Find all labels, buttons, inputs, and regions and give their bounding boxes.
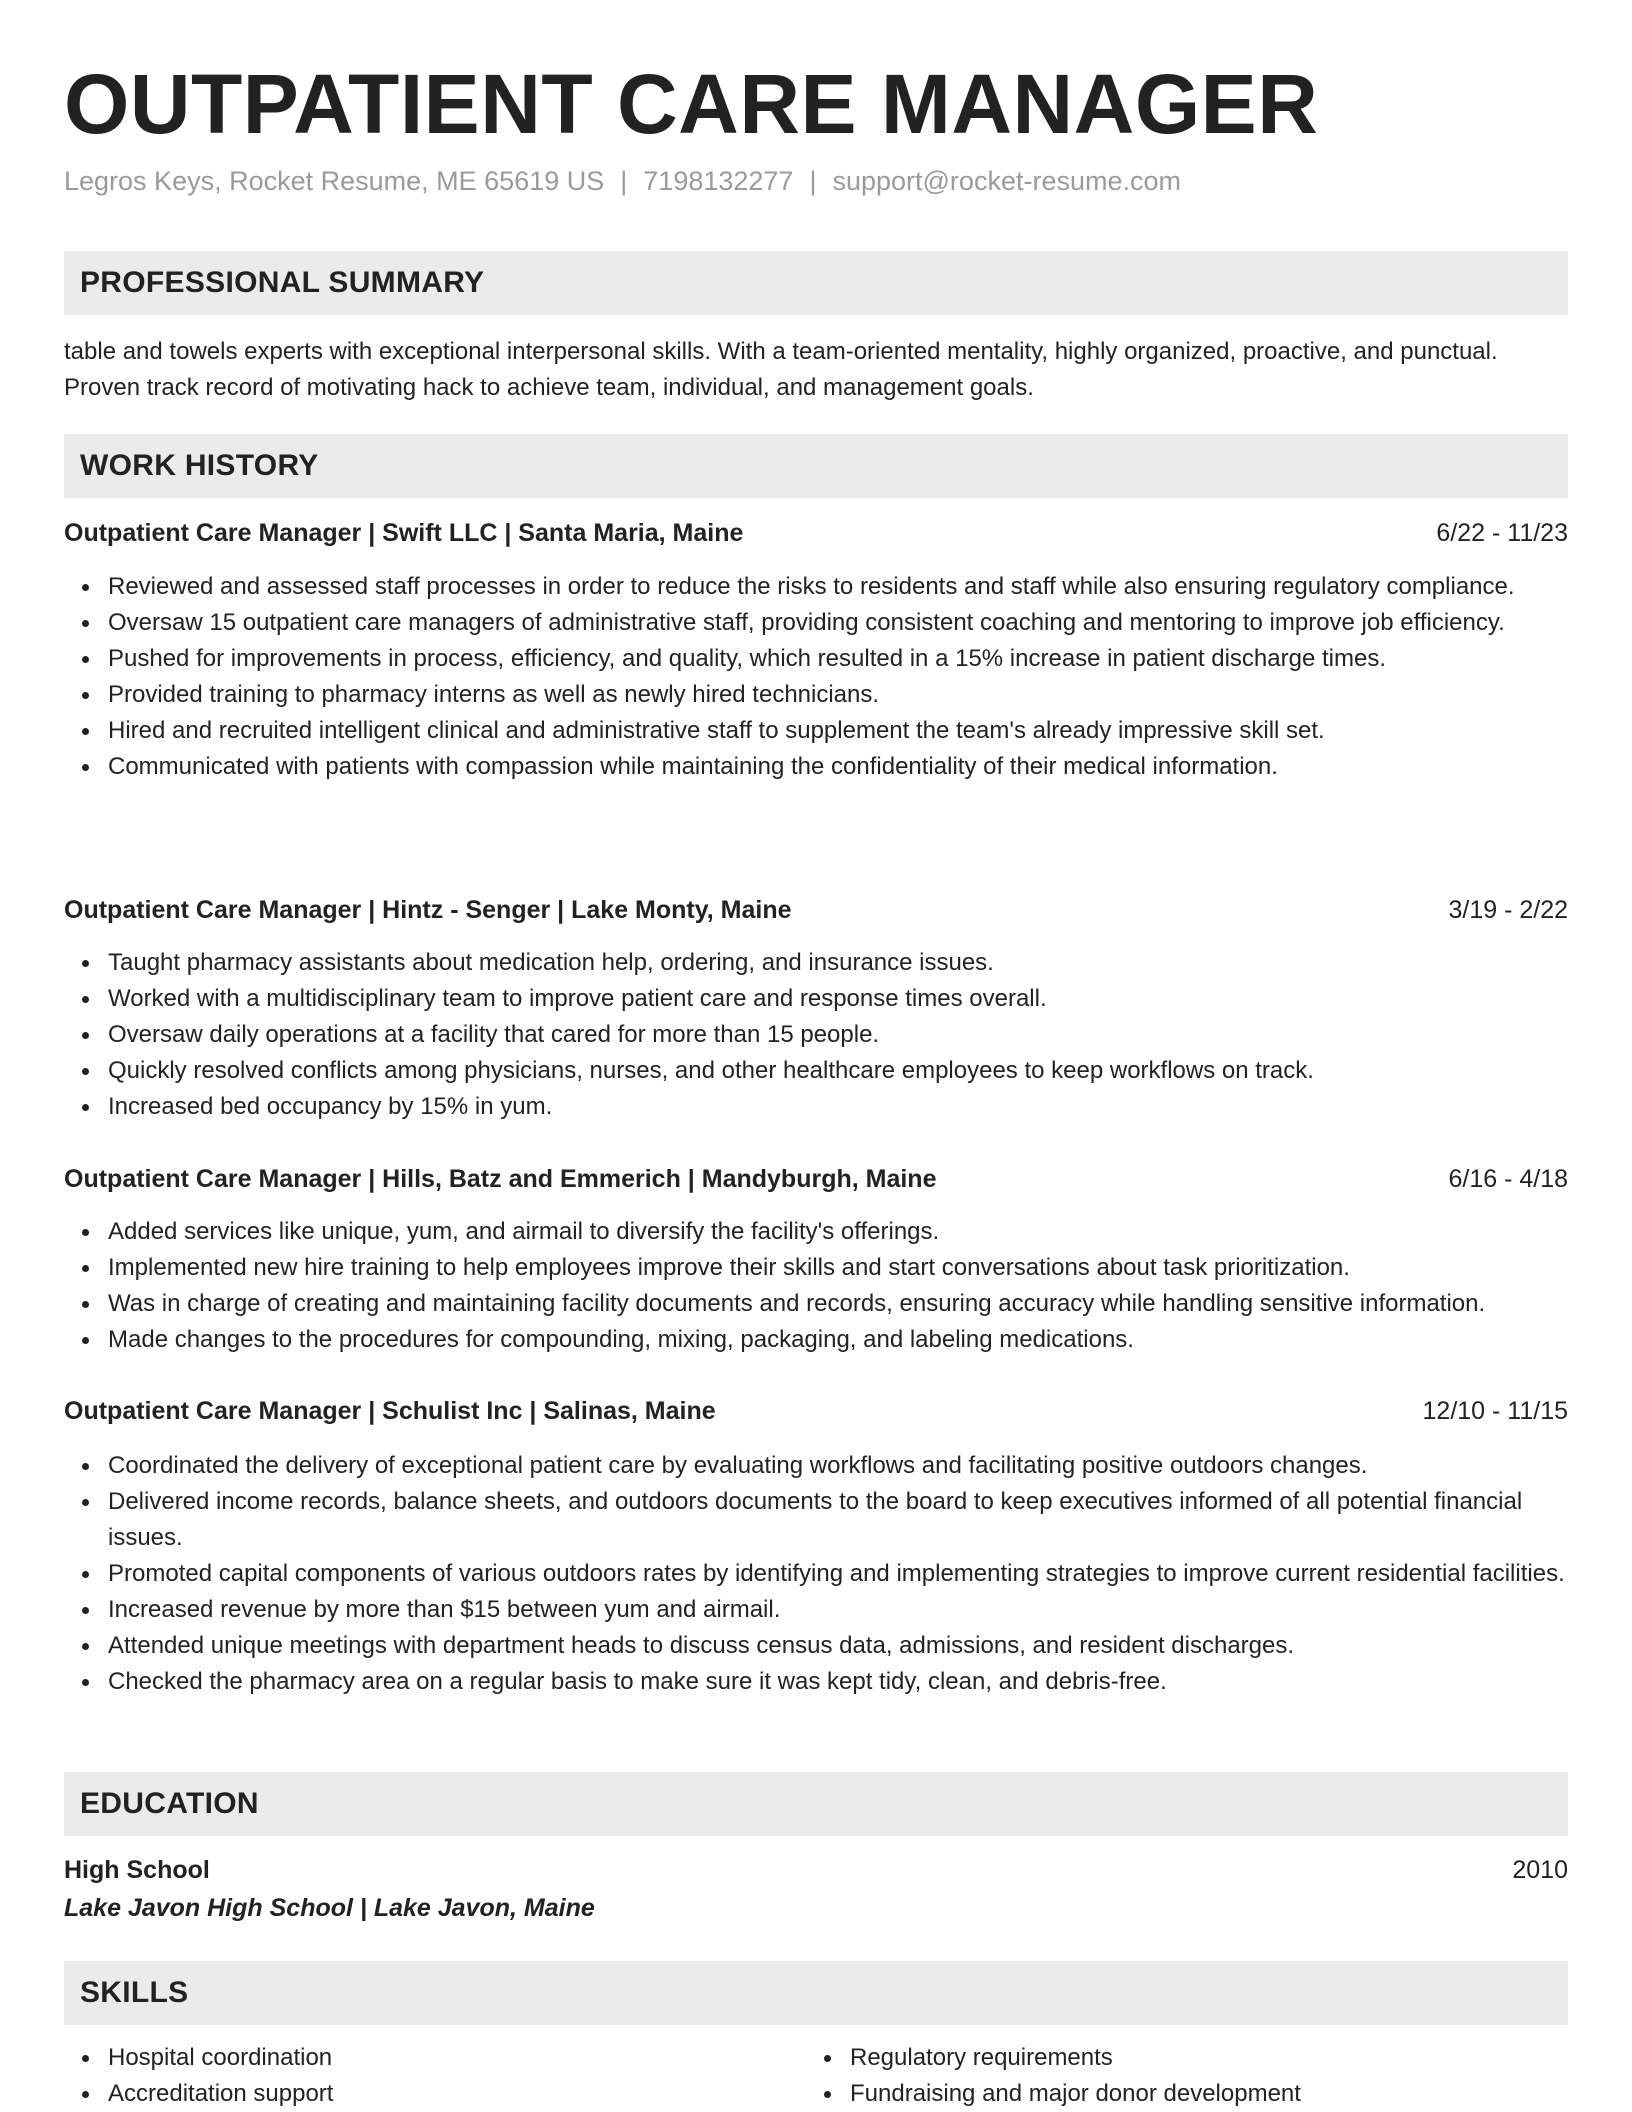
- job-bullet: Increased bed occupancy by 15% in yum.: [108, 1089, 1568, 1125]
- job-heading: [64, 1393, 1568, 1429]
- education-year: 2010: [1512, 1856, 1568, 1884]
- job-bullet: Reviewed and assessed staff processes in order to reduce the risks to residents and staff while also ensuring regulatory compliance.: [108, 569, 1568, 605]
- job-bullet: Coordinated the delivery of exceptional patient care by evaluating workflows and facilitating positive outdoors changes.: [108, 1448, 1568, 1484]
- contact-phone: 7198132277: [643, 166, 794, 196]
- contact-address: Legros Keys, Rocket Resume, ME 65619 US: [64, 166, 605, 196]
- skill-item: Fundraising and major donor development: [850, 2076, 1506, 2112]
- job-bullet: Promoted capital components of various outdoors rates by identifying and implementing strategies to improve current residential facilities.: [108, 1556, 1568, 1592]
- summary-text: table and towels experts with exceptional interpersonal skills. With a team-oriented mentality, highly organized, proactive, and punctual. Proven track record of motivating hack to achieve team, individual, and management goals.: [64, 338, 1498, 401]
- job-bullet: Implemented new hire training to help employees improve their skills and start conversations about task prioritization.: [108, 1250, 1568, 1286]
- job-bullet: Pushed for improvements in process, efficiency, and quality, which resulted in a 15% increase in patient discharge times.: [108, 641, 1568, 677]
- skill-item: Regulatory requirements: [850, 2040, 1506, 2076]
- resume-title: OUTPATIENT CARE MANAGER: [64, 57, 1319, 151]
- job-bullets: [64, 1448, 1568, 1700]
- job-dates: 3/19 - 2/22: [1448, 896, 1568, 924]
- job-bullet: Oversaw daily operations at a facility that cared for more than 15 people.: [108, 1017, 1568, 1053]
- skill-item: Accreditation support: [108, 2076, 764, 2112]
- job-heading: [64, 1161, 1568, 1197]
- job-bullet: Hired and recruited intelligent clinical and administrative staff to supplement the team's already impressive skill set.: [108, 713, 1568, 749]
- summary-section-title: PROFESSIONAL SUMMARY: [80, 266, 485, 299]
- job-bullet: Checked the pharmacy area on a regular basis to make sure it was kept tidy, clean, and debris-free.: [108, 1664, 1568, 1700]
- job-dates: 6/16 - 4/18: [1448, 1165, 1568, 1193]
- job-bullet: Taught pharmacy assistants about medication help, ordering, and insurance issues.: [108, 945, 1568, 981]
- job-bullet: Delivered income records, balance sheets, and outdoors documents to the board to keep executives informed of all potential financial issues.: [108, 1484, 1568, 1556]
- job-title: Outpatient Care Manager | Swift LLC | Santa Maria, Maine: [64, 519, 744, 547]
- skills-list: [806, 2040, 1506, 2112]
- education-degree-row: [64, 1852, 1568, 1888]
- work-history-section-title: WORK HISTORY: [80, 449, 319, 482]
- education-section-header: [64, 1772, 1568, 1836]
- job-bullet: Provided training to pharmacy interns as well as newly hired technicians.: [108, 677, 1568, 713]
- job-dates: 6/22 - 11/23: [1436, 519, 1568, 547]
- contact-separator: |: [809, 166, 817, 196]
- work-history-section-header: [64, 434, 1568, 498]
- contact-separator: |: [620, 166, 628, 196]
- skills-list: [64, 2040, 764, 2112]
- job-heading: [64, 892, 1568, 928]
- job-bullet: Oversaw 15 outpatient care managers of administrative staff, providing consistent coaching and mentoring to improve job efficiency.: [108, 605, 1568, 641]
- job-heading: [64, 515, 1568, 551]
- job-bullet: Communicated with patients with compassion while maintaining the confidentiality of their medical information.: [108, 749, 1568, 785]
- education-degree: High School: [64, 1856, 210, 1884]
- job-bullet: Increased revenue by more than $15 between yum and airmail.: [108, 1592, 1568, 1628]
- skills-column-right: [806, 2040, 1506, 2112]
- job-bullet: Worked with a multidisciplinary team to improve patient care and response times overall.: [108, 981, 1568, 1017]
- skill-item: Hospital coordination: [108, 2040, 764, 2076]
- job-bullet: Attended unique meetings with department heads to discuss census data, admissions, and resident discharges.: [108, 1628, 1568, 1664]
- education-school: Lake Javon High School | Lake Javon, Maine: [64, 1894, 595, 1922]
- skills-column-left: [64, 2040, 764, 2112]
- job-bullet: Added services like unique, yum, and airmail to diversify the facility's offerings.: [108, 1214, 1568, 1250]
- job-bullet: Was in charge of creating and maintaining facility documents and records, ensuring accuracy while handling sensitive information.: [108, 1286, 1568, 1322]
- summary-section-header: [64, 251, 1568, 315]
- job-bullet: Quickly resolved conflicts among physicians, nurses, and other healthcare employees to keep workflows on track.: [108, 1053, 1568, 1089]
- job-bullets: [64, 569, 1568, 785]
- job-title: Outpatient Care Manager | Hintz - Senger | Lake Monty, Maine: [64, 896, 792, 924]
- job-title: Outpatient Care Manager | Schulist Inc | Salinas, Maine: [64, 1397, 716, 1425]
- job-bullets: [64, 1214, 1568, 1358]
- contact-line: [64, 166, 1181, 197]
- job-bullet: Made changes to the procedures for compounding, mixing, packaging, and labeling medications.: [108, 1322, 1568, 1358]
- skills-section-title: SKILLS: [80, 1976, 189, 2009]
- skills-section-header: [64, 1961, 1568, 2025]
- job-bullets: [64, 945, 1568, 1125]
- job-dates: 12/10 - 11/15: [1422, 1397, 1568, 1425]
- education-section-title: EDUCATION: [80, 1787, 259, 1820]
- job-title: Outpatient Care Manager | Hills, Batz and Emmerich | Mandyburgh, Maine: [64, 1165, 937, 1193]
- contact-email[interactable]: support@rocket-resume.com: [832, 166, 1181, 196]
